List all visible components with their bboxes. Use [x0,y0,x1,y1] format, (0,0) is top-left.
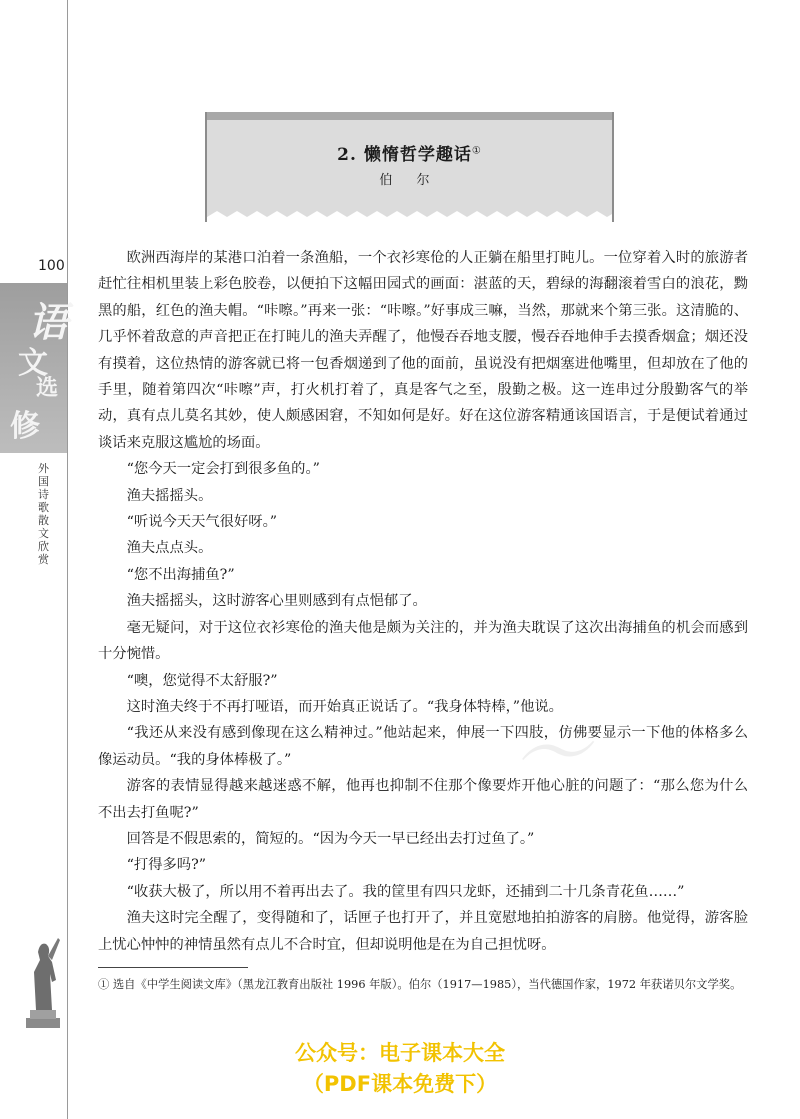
paragraph: 渔夫这时完全醒了，变得随和了，话匣子也打开了，并且宽慰地拍拍游客的肩膀。他觉得，游客脸上忧心忡忡的神情虽然有点儿不合时宜，但却说明他是在为自己担忧呀。 [98,910,748,953]
paragraph: 这时渔夫终于不再打哑语，而开始真正说话了。“我身体特棒，”他说。 [126,698,563,715]
paragraph: “打得多吗?” [126,857,207,874]
paragraph: 回答是不假思索的，简短的。“因为今天一早已经出去打过鱼了。” [126,830,535,847]
article-title-text: 2. 懒惰哲学趣话 [337,145,472,165]
paragraph: 毫无疑问，对于这位衣衫寒伧的渔夫他是颇为关注的，并为渔夫耽误了这次出海捕鱼的机会而感到十分惋惜。 [98,619,748,663]
title-box-topbar [207,112,612,120]
title-box [205,112,614,222]
paragraph: “噢，您觉得不太舒服?” [126,672,278,689]
side-tab [0,283,67,453]
paragraph: “收获大极了，所以用不着再出去了。我的筐里有四只龙虾，还捕到二十几条青花鱼……” [126,883,685,900]
article-body [98,245,748,958]
paragraph: 渔夫摇摇头。 [126,487,213,504]
paragraph: “您今天一定会打到很多鱼的。” [126,461,320,478]
article-title [207,140,612,165]
zigzag-border [207,209,612,223]
side-tab-char: 选 [36,375,59,401]
watermark: ～ [504,702,598,807]
paragraph: 游客的表情显得越来越迷惑不解，他再也抑制不住那个像要炸开他心脏的问题了：“那么您为什么不出去打鱼呢?” [98,778,748,821]
promo-line-2: （PDF课本免费下） [302,1072,498,1096]
footnote-rule [98,967,248,968]
paragraph: “听说今天天气很好呀。” [126,514,278,531]
page-number: 100 [38,258,65,274]
side-vertical-label: 外国诗歌散文欣赏 [38,462,49,566]
side-tab-char: 修 [10,409,40,444]
footnote-mark: ① [471,145,482,157]
paragraph: 渔夫点点头。 [126,540,213,557]
paragraph: “您不出海捕鱼?” [126,566,235,583]
paragraph: 欧洲西海岸的某港口泊着一条渔船，一个衣衫寒伧的人正躺在船里打盹儿。一位穿着入时的旅游者赶忙往相机里装上彩色胶卷，以便拍下这幅田园式的画面：湛蓝的天，碧绿的海翻滚着雪白的浪花，黝黑的船，红色的渔夫帽。“咔嚓。”再来一张：“咔嚓。”好事成三嘛，当然，那就来个第三张。这清脆的、几乎怀着敌意的声音把正在打盹儿的渔夫弄醒了，他慢吞吞地支腰，慢吞吞地伸手去摸香烟盒；烟还没有摸着，这位热情的游客就已将一包香烟递到了他的面前，虽说没有把烟塞进他嘴里，但却放在了他的手里，随着第四次“咔嚓”声，打火机打着了，真是客气之至，殷勤之极。这一连串过分殷勤客气的举动，真有点儿莫名其妙，使人颇感困窘，不知如何是好。好在这位游客精通该国语言，于是便试着通过谈话来克服这尴尬的场面。 [98,250,748,451]
paragraph: 渔夫摇摇头，这时游客心里则感到有点悒郁了。 [126,593,427,610]
paragraph: “我还从来没有感到像现在这么精神过。”他站起来，伸展一下四肢，仿佛要显示一下他的体格多么像运动员。“我的身体棒极了。” [98,725,748,768]
statue-icon [18,930,68,1030]
side-tab-char: 文 [18,346,48,381]
article-author: 伯 尔 [379,173,440,188]
promo-line-1: 公众号：电子课本大全 [295,1041,505,1065]
side-tab-char: 语 [28,299,68,346]
footnote: ① 选自《中学生阅读文库》（黑龙江教育出版社 1996 年版）。伯尔（1917—1985），当代德国作家，1972 年获诺贝尔文学奖。 [98,978,742,991]
